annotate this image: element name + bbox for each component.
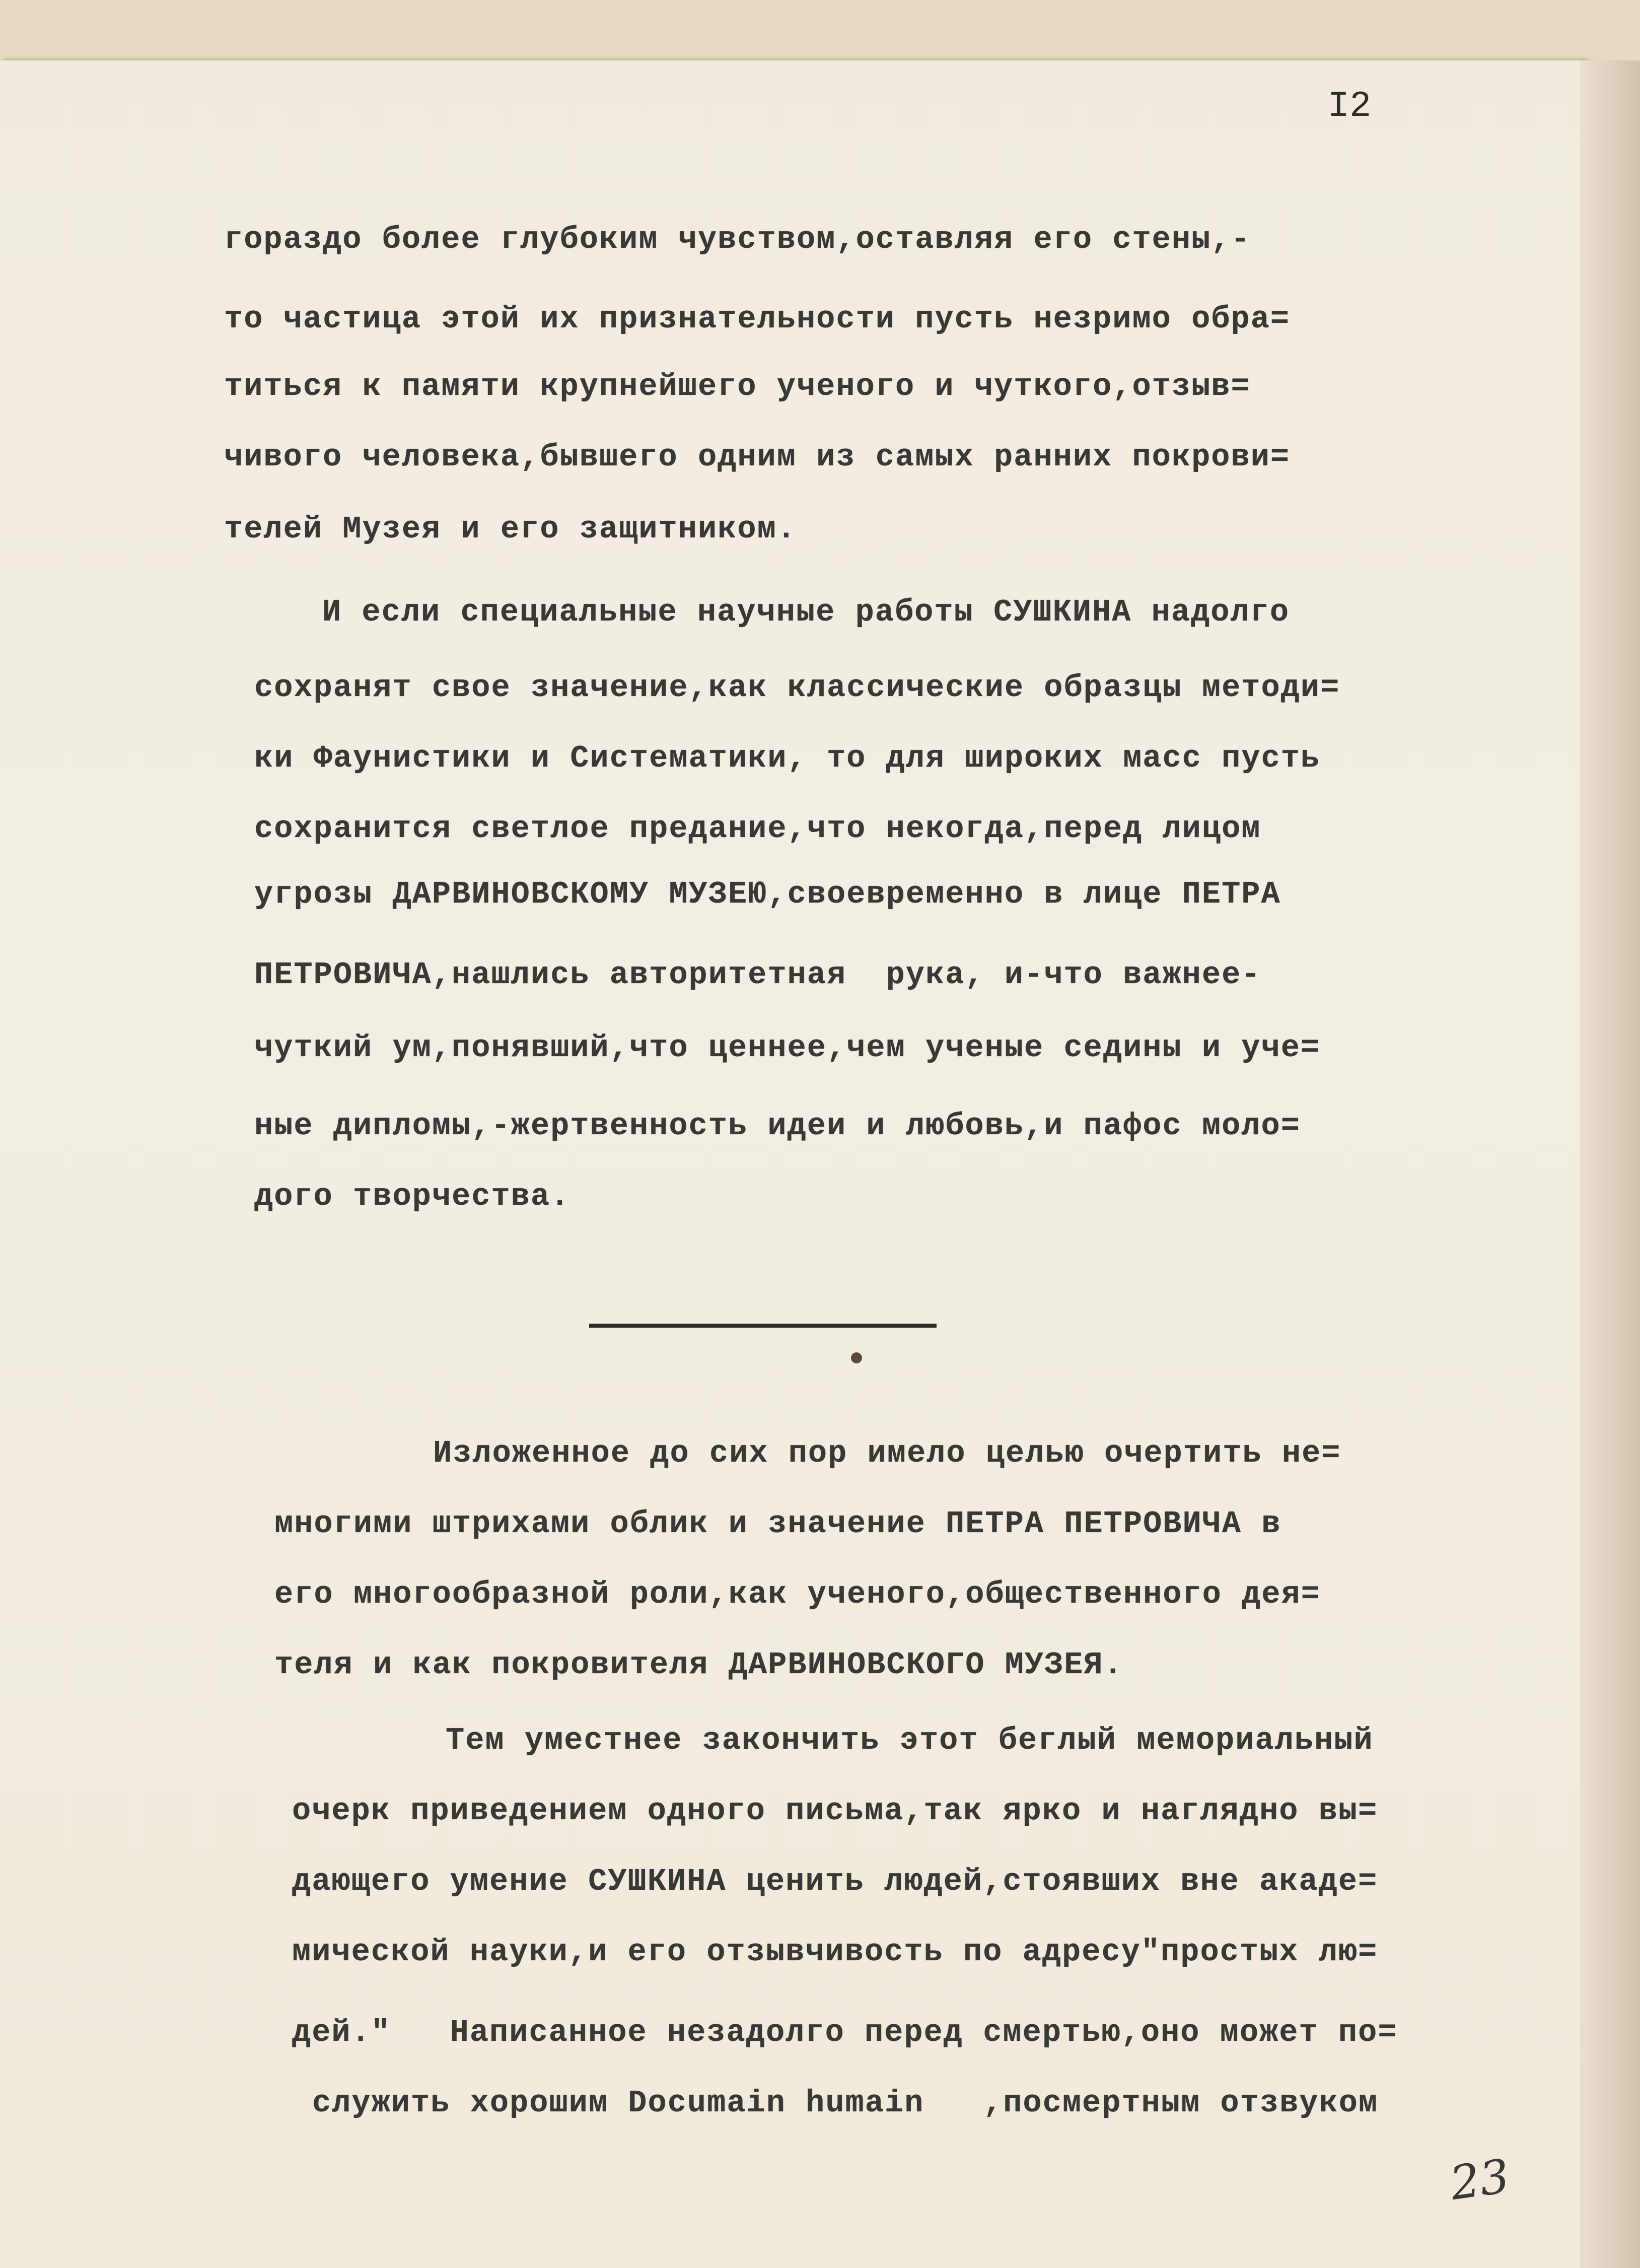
- text-line: дей." Написанное незадолго перед смертью,оно может по=: [292, 2015, 1398, 2050]
- text-line: дающего умение СУШКИНА ценить людей,стоявших вне акаде=: [292, 1864, 1378, 1899]
- page-edge: [1580, 60, 1640, 2268]
- text-line: титься к памяти крупнейшего ученого и чуткого,отзыв=: [224, 369, 1251, 404]
- text-line: сохранят свое значение,как классические образцы методи=: [254, 670, 1340, 706]
- text-line: чивого человека,бывшего одним из самых ранних покрови=: [224, 439, 1291, 475]
- text-line: ные дипломы,-жертвенность идеи и любовь,и пафос моло=: [254, 1108, 1301, 1144]
- text-line: угрозы ДАРВИНОВСКОМУ МУЗЕЮ,своевременно в лице ПЕТРА: [254, 876, 1281, 912]
- archive-folio-number: 23: [1447, 2149, 1513, 2211]
- text-line: служить хорошим Documain humain ,посмертным отзвуком: [312, 2085, 1379, 2121]
- text-line: многими штрихами облик и значение ПЕТРА ПЕТРОВИЧА в: [274, 1506, 1281, 1542]
- text-line: сохранится светлое предание,что некогда,перед лицом: [254, 811, 1261, 847]
- text-line: дого творчества.: [254, 1179, 571, 1214]
- text-line: теля и как покровителя ДАРВИНОВСКОГО МУЗЕЯ.: [274, 1647, 1123, 1683]
- section-divider: [589, 1324, 937, 1328]
- text-line: его многообразной роли,как ученого,общественного дея=: [274, 1576, 1321, 1612]
- text-line: чуткий ум,понявший,что ценнее,чем ученые седины и уче=: [254, 1030, 1321, 1066]
- text-line: очерк приведением одного письма,так ярко и наглядно вы=: [292, 1793, 1378, 1829]
- text-line: И если специальные научные работы СУШКИНА надолго: [322, 594, 1290, 630]
- page-number: I2: [1327, 86, 1372, 127]
- text-line: ки Фаунистики и Систематики, то для широких масс пусть: [254, 740, 1321, 776]
- text-line: гораздо более глубоким чувством,оставляя его стены,-: [224, 222, 1251, 257]
- ink-spot: [851, 1352, 862, 1363]
- text-line: то частица этой их признательности пусть незримо обра=: [224, 301, 1291, 337]
- text-line: Изложенное до сих пор имело целью очертить не=: [433, 1435, 1341, 1471]
- text-line: телей Музея и его защитником.: [224, 511, 797, 547]
- text-line: мической науки,и его отзывчивость по адресу"простых лю=: [292, 1934, 1378, 1970]
- text-line: ПЕТРОВИЧА,нашлись авторитетная рука, и-что важнее-: [254, 957, 1261, 993]
- text-line: Тем уместнее закончить этот беглый мемориальный: [446, 1723, 1374, 1758]
